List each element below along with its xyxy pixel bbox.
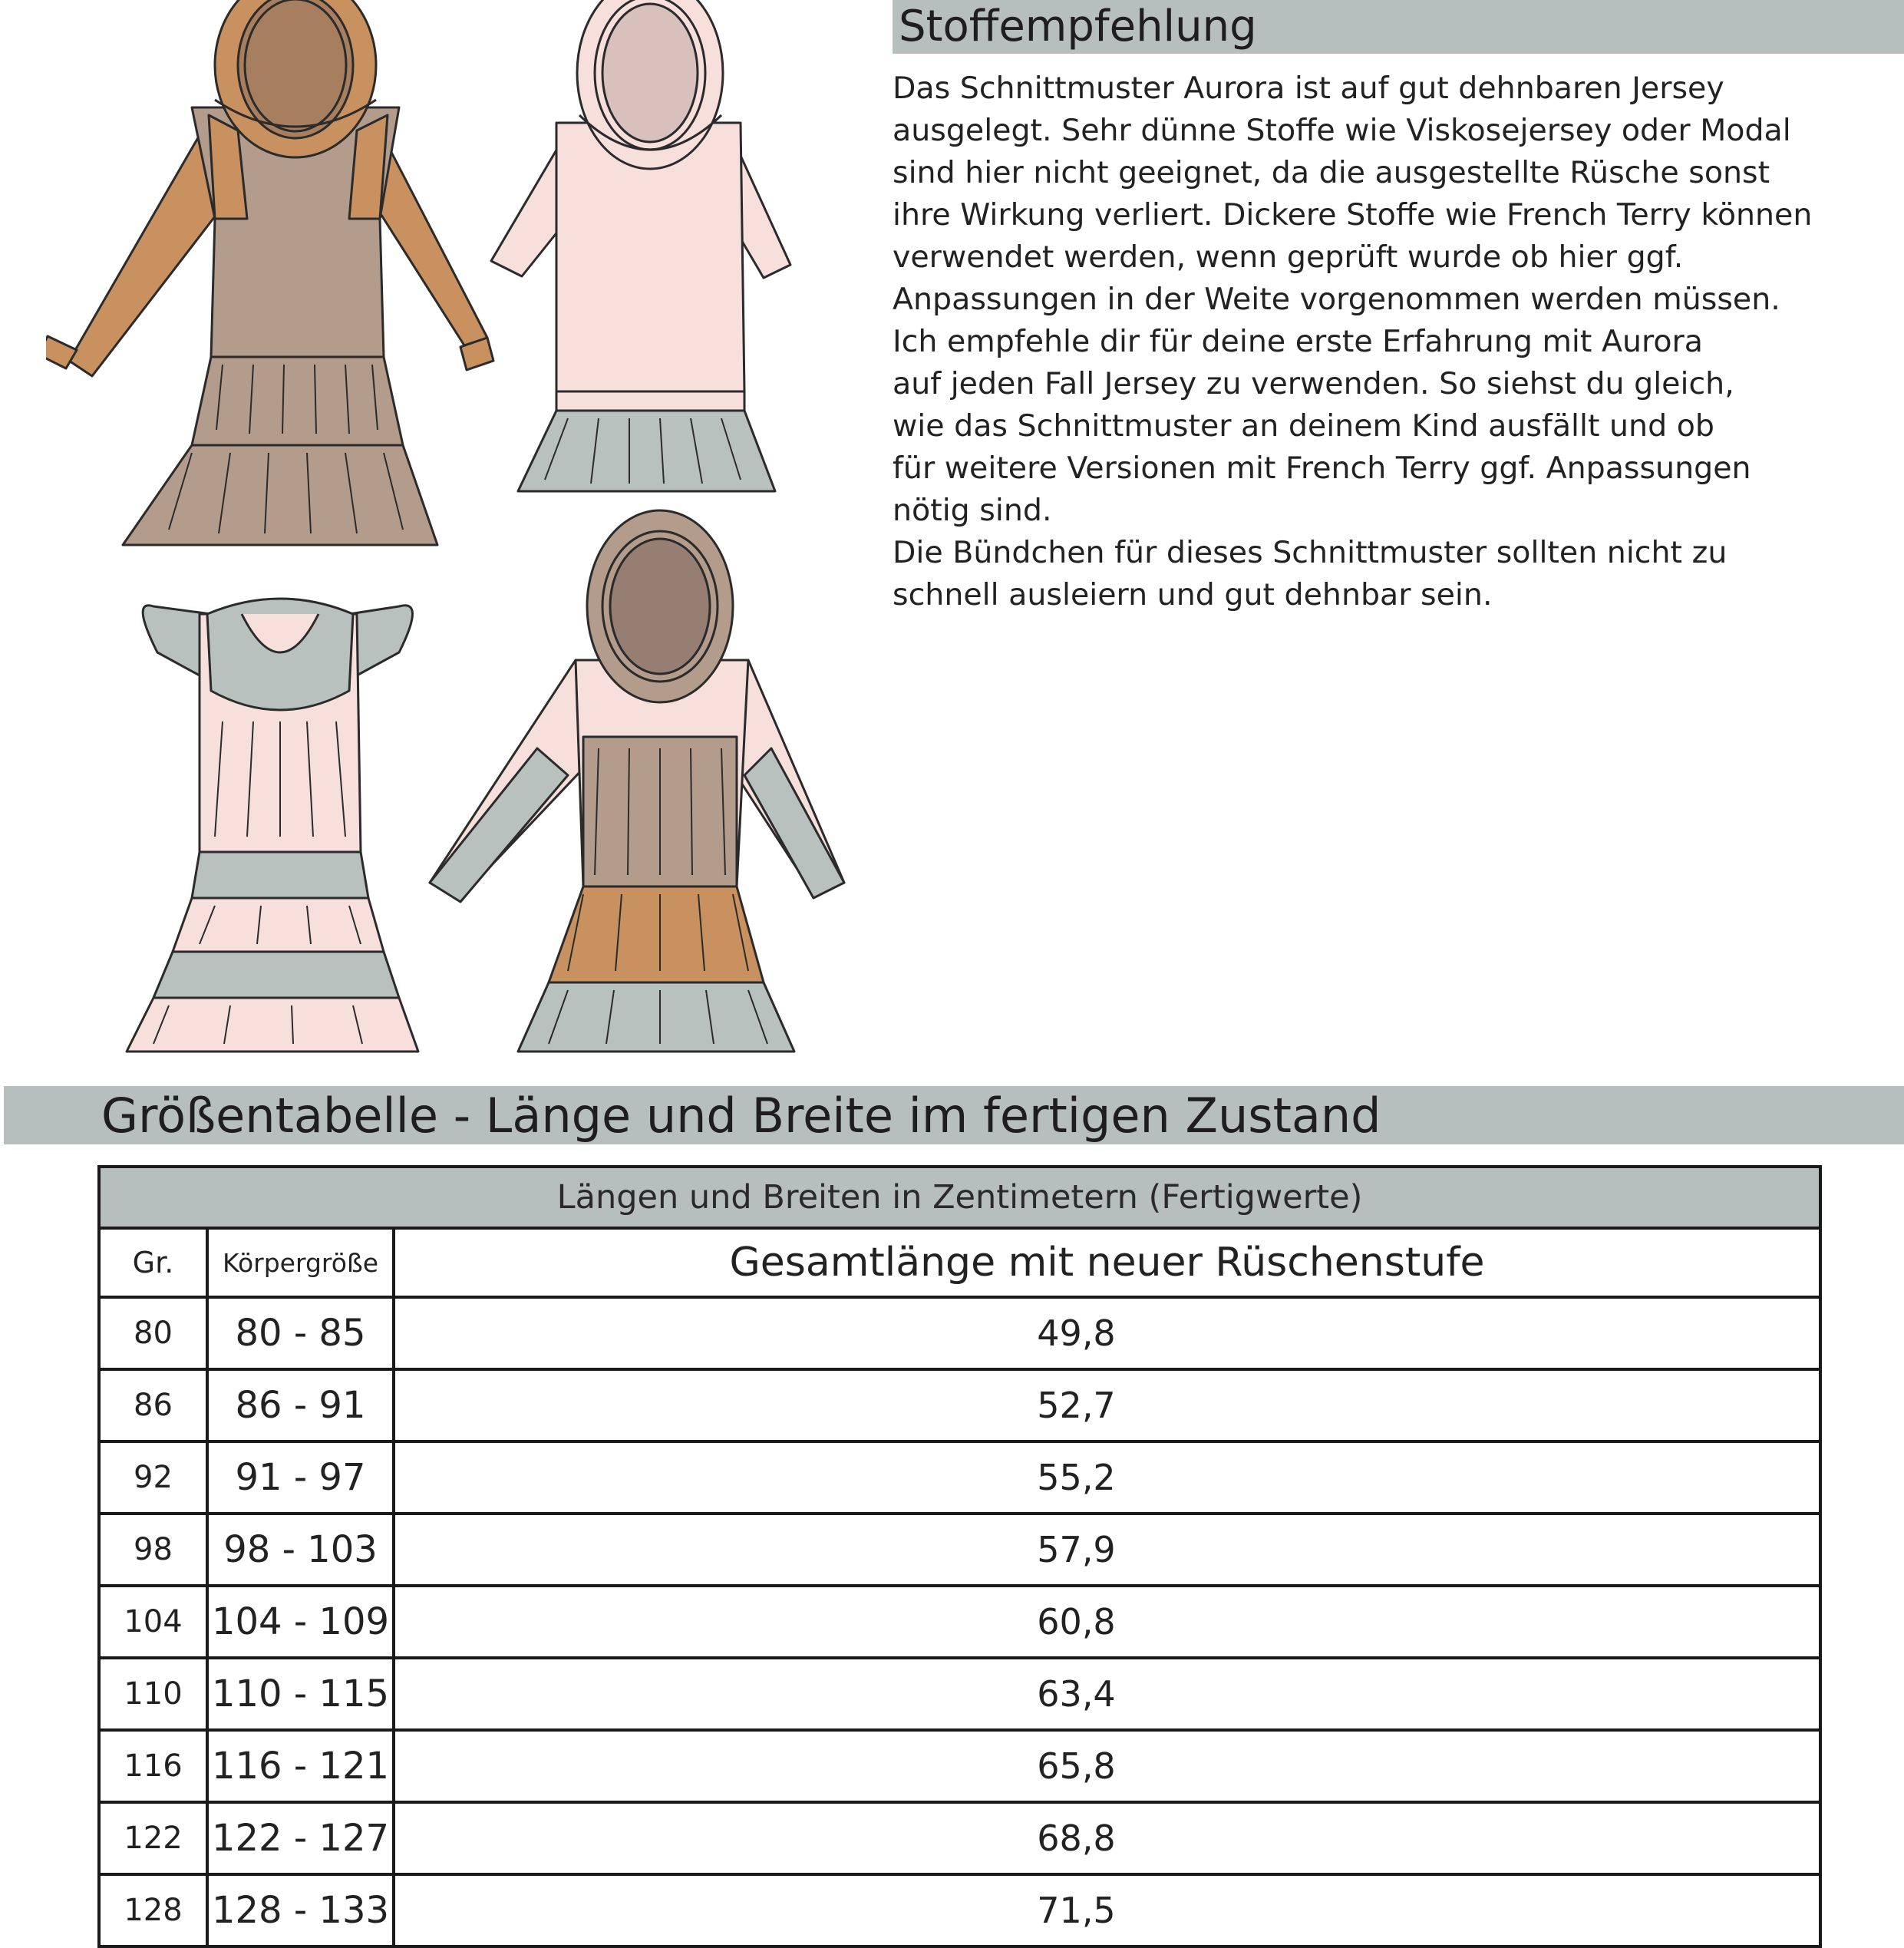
size-cell: 98 — [101, 1515, 209, 1584]
header-body-height: Körpergröße — [209, 1230, 395, 1296]
fabric-section-header — [893, 0, 1904, 54]
table-row — [101, 1732, 1819, 1804]
fabric-section-title: Stoffempfehlung — [899, 2, 1257, 51]
length-cell: 52,7 — [1037, 1385, 1116, 1426]
table-row — [101, 1299, 1819, 1371]
table-row — [101, 1515, 1819, 1587]
header-total-length: Gesamtlänge mit neuer Rüschenstufe — [729, 1240, 1485, 1286]
length-cell: 57,9 — [1037, 1529, 1116, 1570]
size-cell: 104 — [101, 1587, 209, 1656]
size-cell: 92 — [101, 1443, 209, 1512]
size-table — [97, 1165, 1822, 1948]
length-cell: 55,2 — [1037, 1457, 1116, 1498]
body-height-cell: 122 - 127 — [209, 1804, 395, 1873]
table-row — [101, 1587, 1819, 1659]
table-row — [101, 1443, 1819, 1515]
length-cell: 49,8 — [1037, 1312, 1116, 1354]
fabric-text-line: Das Schnittmuster Aurora ist auf gut dehnbaren Jersey — [893, 71, 1724, 106]
fabric-text-line: Die Bündchen für dieses Schnittmuster sollten nicht zu — [893, 535, 1727, 570]
table-row — [101, 1371, 1819, 1443]
table-row — [101, 1659, 1819, 1732]
dress-illustrations — [46, 0, 860, 1059]
body-height-cell: 128 - 133 — [209, 1876, 395, 1945]
dress-illustration-3 — [127, 599, 418, 1052]
length-cell: 71,5 — [1037, 1890, 1116, 1931]
fabric-text-line: für weitere Versionen mit French Terry ggf. Anpassungen — [893, 451, 1751, 486]
size-cell: 80 — [101, 1299, 209, 1368]
size-cell: 122 — [101, 1804, 209, 1873]
body-height-cell: 98 - 103 — [209, 1515, 395, 1584]
size-table-header-row — [101, 1230, 1819, 1299]
size-table-caption: Längen und Breiten in Zentimetern (Fertigwerte) — [101, 1168, 1819, 1230]
length-cell: 65,8 — [1037, 1745, 1116, 1787]
size-cell: 128 — [101, 1876, 209, 1945]
fabric-text-line: Ich empfehle dir für deine erste Erfahrung mit Aurora — [893, 324, 1703, 359]
length-cell: 60,8 — [1037, 1601, 1116, 1643]
fabric-text-line: schnell ausleiern und gut dehnbar sein. — [893, 577, 1493, 612]
size-cell: 116 — [101, 1732, 209, 1801]
body-height-cell: 116 - 121 — [209, 1732, 395, 1801]
body-height-cell: 104 - 109 — [209, 1587, 395, 1656]
size-chart-title: Größentabelle - Länge und Breite im fertigen Zustand — [101, 1088, 1381, 1144]
body-height-cell: 91 - 97 — [209, 1443, 395, 1512]
length-cell: 68,8 — [1037, 1818, 1116, 1859]
dress-illustration-2 — [491, 0, 790, 491]
body-height-cell: 80 - 85 — [209, 1299, 395, 1368]
fabric-text-line: nötig sind. — [893, 493, 1052, 528]
fabric-text-line: verwendet werden, wenn geprüft wurde ob hier ggf. — [893, 239, 1684, 275]
dress-illustration-1 — [46, 0, 493, 545]
fabric-text-line: Anpassungen in der Weite vorgenommen werden müssen. — [893, 282, 1780, 317]
dress-illustration-4 — [430, 510, 844, 1052]
table-row — [101, 1804, 1819, 1876]
size-cell: 110 — [101, 1659, 209, 1728]
fabric-text-line: ausgelegt. Sehr dünne Stoffe wie Viskosejersey oder Modal — [893, 113, 1791, 148]
fabric-text-line: ihre Wirkung verliert. Dickere Stoffe wie French Terry können — [893, 197, 1813, 233]
fabric-text-line: auf jeden Fall Jersey zu verwenden. So siehst du gleich, — [893, 366, 1734, 401]
header-size: Gr. — [101, 1230, 209, 1296]
size-chart-header — [4, 1086, 1904, 1144]
fabric-recommendation-text — [893, 68, 1890, 616]
size-cell: 86 — [101, 1371, 209, 1440]
body-height-cell: 86 - 91 — [209, 1371, 395, 1440]
fabric-text-line: sind hier nicht geeignet, da die ausgestellte Rüsche sonst — [893, 155, 1770, 190]
fabric-text-line: wie das Schnittmuster an deinem Kind ausfällt und ob — [893, 408, 1714, 444]
body-height-cell: 110 - 115 — [209, 1659, 395, 1728]
table-row — [101, 1876, 1819, 1948]
length-cell: 63,4 — [1037, 1673, 1116, 1715]
